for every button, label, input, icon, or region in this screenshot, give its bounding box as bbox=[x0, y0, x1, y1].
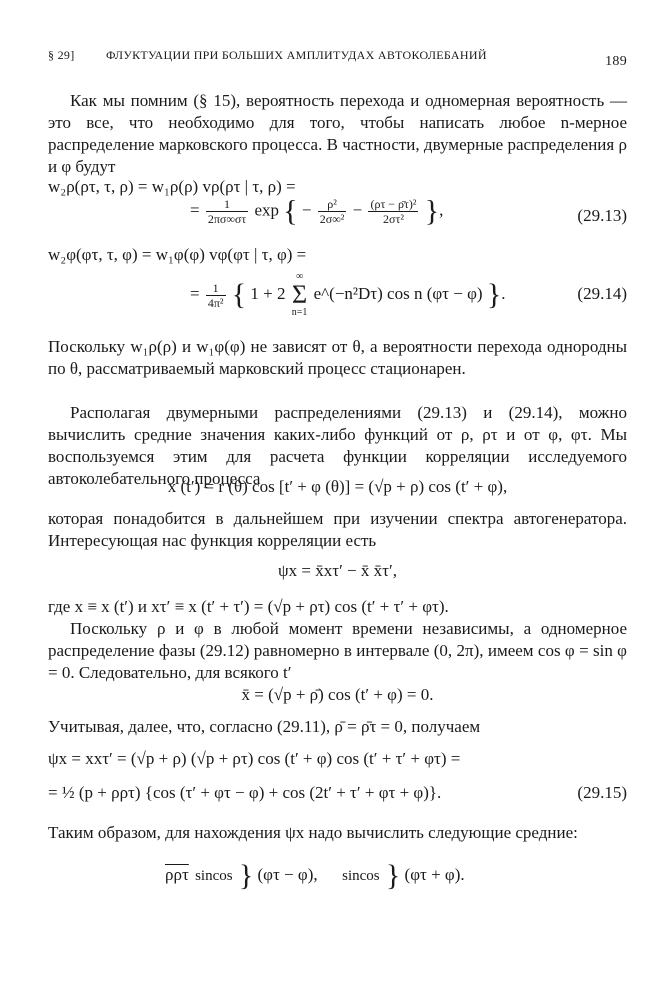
equation-x: x (t′) = r (θ) cos [t′ + φ (θ)] = (√p + ρ) cos (t′ + φ), bbox=[167, 477, 508, 496]
running-header bbox=[48, 46, 627, 70]
equation-29-15-line1: ψx = xxτ′ = (√p + ρ) (√p + ρτ) cos (t′ + φ) cos (t′ + τ′ + φτ) = bbox=[48, 749, 461, 768]
paragraph-6: Учитывая, далее, что, согласно (29.11), ρ̄ = ρ̄τ = 0, получаем bbox=[48, 717, 481, 736]
fraction: $\frac{\text{(ρτ − ρ̄τ)²}}{\text{2στ²}}$ bbox=[370, 197, 417, 226]
right-brace: } bbox=[385, 859, 401, 893]
paragraph-7: Таким образом, для нахождения ψx надо вычислить следующие средние: bbox=[48, 823, 578, 842]
equation-label-29-15: (29.15) bbox=[577, 783, 627, 802]
equation-29-14-line2: = $\frac{1}{\text{4π²}}$ { 1 + 2 ∞ Σ n=1 e^(−n²Dτ) cos n (φτ − φ) }. bbox=[190, 271, 506, 318]
left-brace: { bbox=[231, 278, 247, 311]
fraction: $\frac{1}{2\pi\sigma\infty\sigma\tau}$ bbox=[207, 197, 247, 226]
paragraph-1: Как мы помним (§ 15), вероятность перехода и одномерная вероятность — это все, что необходимо для того, чтобы написать любое n-мерное распределение марковского процесса. В частности, двумерные распределения ρ и φ будут bbox=[48, 91, 627, 176]
left-brace: { bbox=[283, 194, 298, 228]
paragraph-3: Располагая двумерными распределениями (29.13) и (29.14), можно вычислить средние значения каких-либо функций от ρ, ρτ и от φ, φτ. Мы воспользуемся этим для расчета функции корреляции исследуемого автоколебательного процесса bbox=[48, 403, 627, 488]
paragraph-4: которая понадобится в дальнейшем при изучении спектра автогенератора. Интересующая нас функция корреляции есть bbox=[48, 509, 627, 550]
right-brace: } bbox=[424, 194, 440, 228]
paragraph-where: где x ≡ x (t′) и xτ′ ≡ x (t′ + τ′) = (√p + ρτ) cos (t′ + τ′ + φτ). bbox=[48, 597, 449, 616]
equation-29-13-line2: = $\frac{1}{2\pi\sigma\infty\sigma\tau}$ exp { − $\frac{\text{ρ²}}{\text{2σ∞²}}$ − $\frac{\text{(ρτ − ρ̄τ)²}}{\text{2στ²}}$ }, bbox=[190, 194, 444, 228]
sin-cos-stack: sincos bbox=[342, 867, 380, 884]
fraction: $\frac{1}{\text{4π²}}$ bbox=[207, 280, 224, 310]
sin-cos-stack: sincos bbox=[195, 867, 233, 884]
equation-29-14-line1: w₂φ(φτ, τ, φ) = w₁φ(φ) vφ(φτ | τ, φ) = bbox=[48, 245, 307, 264]
paragraph-5: Поскольку ρ и φ в любой момент времени независимы, а одномерное распределение фазы (29.12) равномерно в интервале (0, 2π), имеем cos φ = sin φ = 0. Следовательно, для всякого t′ bbox=[48, 619, 627, 682]
fraction: $\frac{\text{ρ²}}{\text{2σ∞²}}$ bbox=[319, 197, 345, 226]
equation-label-29-13: (29.13) bbox=[577, 206, 627, 225]
equation-29-15-line2: = ½ (p + ρρτ) {cos (τ′ + φτ − φ) + cos (2t′ + τ′ + φτ + φ)}. bbox=[48, 783, 442, 802]
equation-label-29-14: (29.14) bbox=[577, 284, 627, 303]
page-number: 189 bbox=[605, 54, 627, 69]
right-brace: } bbox=[486, 278, 502, 311]
chapter-title: ФЛУКТУАЦИИ ПРИ БОЛЬШИХ АМПЛИТУДАХ АВТОКОЛЕБАНИЙ bbox=[106, 48, 487, 62]
equation-x-bar: x̄ = (√p + ρ̄) cos (t′ + φ) = 0. bbox=[241, 685, 434, 704]
equation-averages: $\overline{\rho\rho\tau}$ sincos } (φτ − φ), sincos } (φτ + φ). bbox=[165, 859, 465, 893]
right-brace: } bbox=[238, 859, 254, 893]
equation-29-13-line1: w₂ρ(ρτ, τ, ρ) = w₁ρ(ρ) vρ(ρτ | τ, ρ) = bbox=[48, 177, 296, 196]
summation: ∞ Σ n=1 bbox=[291, 271, 308, 318]
section-number: § 29] bbox=[48, 48, 75, 62]
equation-psi: ψx = x̄xτ′ − x̄ x̄τ′, bbox=[278, 561, 397, 580]
paragraph-2: Поскольку w₁ρ(ρ) и w₁φ(φ) не зависят от θ, а вероятности перехода однородны по θ, рассматриваемый марковский процесс стационарен. bbox=[48, 337, 627, 378]
